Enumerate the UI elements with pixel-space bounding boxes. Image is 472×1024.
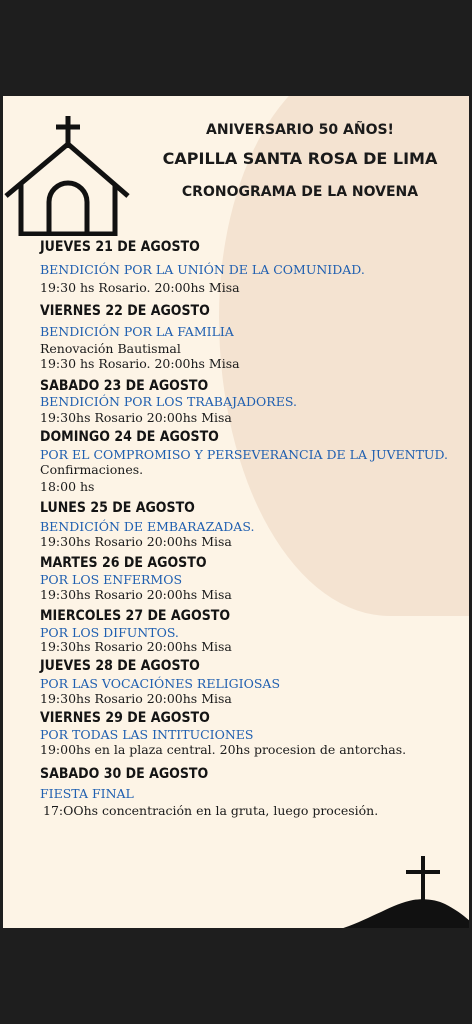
day-date: SABADO 23 DE AGOSTO bbox=[40, 378, 209, 394]
day-intention: BENDICIÓN POR LA UNIÓN DE LA COMUNIDAD. bbox=[40, 262, 365, 277]
day-date: VIERNES 22 DE AGOSTO bbox=[40, 303, 210, 319]
day-detail: 19:30hs Rosario 20:00hs Misa bbox=[40, 410, 232, 425]
day-intention: POR LOS DIFUNTOS. bbox=[40, 625, 179, 640]
chapel-name: CAPILLA SANTA ROSA DE LIMA bbox=[162, 149, 438, 168]
day-intention: FIESTA FINAL bbox=[40, 786, 134, 801]
day-date: JUEVES 21 DE AGOSTO bbox=[40, 239, 200, 255]
day-date: MARTES 26 DE AGOSTO bbox=[40, 555, 207, 571]
day-detail: 19:30hs Rosario 20:00hs Misa bbox=[40, 691, 232, 706]
novena-title: CRONOGRAMA DE LA NOVENA bbox=[181, 184, 419, 200]
day-date: SABADO 30 DE AGOSTO bbox=[40, 766, 209, 782]
day-intention: BENDICIÓN DE EMBARAZADAS. bbox=[40, 519, 255, 534]
day-detail: 19:30hs Rosario 20:00hs Misa bbox=[40, 534, 232, 549]
day-intention: POR LOS ENFERMOS bbox=[40, 572, 183, 587]
day-intention: BENDICIÓN POR LOS TRABAJADORES. bbox=[40, 394, 297, 409]
day-intention: BENDICIÓN POR LA FAMILIA bbox=[40, 324, 234, 339]
chapel-icon bbox=[3, 106, 131, 236]
day-detail: Renovación Bautismal bbox=[40, 341, 181, 356]
day-intention: POR LAS VOCACIÓNES RELIGIOSAS bbox=[40, 676, 281, 691]
day-intention: POR TODAS LAS INTITUCIONES bbox=[40, 727, 254, 742]
hill-cross-icon bbox=[333, 856, 469, 928]
anniversary-title: ANIVERSARIO 50 AÑOS! bbox=[206, 122, 394, 138]
day-intention: POR EL COMPROMISO Y PERSEVERANCIA DE LA JUVENTUD. bbox=[40, 447, 449, 462]
day-detail: 19:30hs Rosario 20:00hs Misa bbox=[40, 639, 232, 654]
day-date: MIERCOLES 27 DE AGOSTO bbox=[40, 608, 231, 624]
day-detail: Confirmaciones. bbox=[40, 462, 144, 477]
day-detail: 19:00hs en la plaza central. 20hs procesion de antorchas. bbox=[40, 742, 407, 757]
day-date: DOMINGO 24 DE AGOSTO bbox=[40, 429, 219, 445]
day-date: VIERNES 29 DE AGOSTO bbox=[40, 710, 210, 726]
poster bbox=[3, 96, 469, 928]
day-detail: 19:30hs Rosario 20:00hs Misa bbox=[40, 587, 232, 602]
background-shape bbox=[219, 96, 469, 616]
day-detail: 19:30 hs Rosario. 20:00hs Misa bbox=[40, 356, 240, 371]
day-date: JUEVES 28 DE AGOSTO bbox=[40, 658, 200, 674]
day-detail: 19:30 hs Rosario. 20:00hs Misa bbox=[40, 280, 240, 295]
day-detail: 18:00 hs bbox=[40, 479, 95, 494]
day-date: LUNES 25 DE AGOSTO bbox=[40, 500, 195, 516]
day-detail: 17:OOhs concentración en la gruta, luego procesión. bbox=[43, 803, 379, 818]
